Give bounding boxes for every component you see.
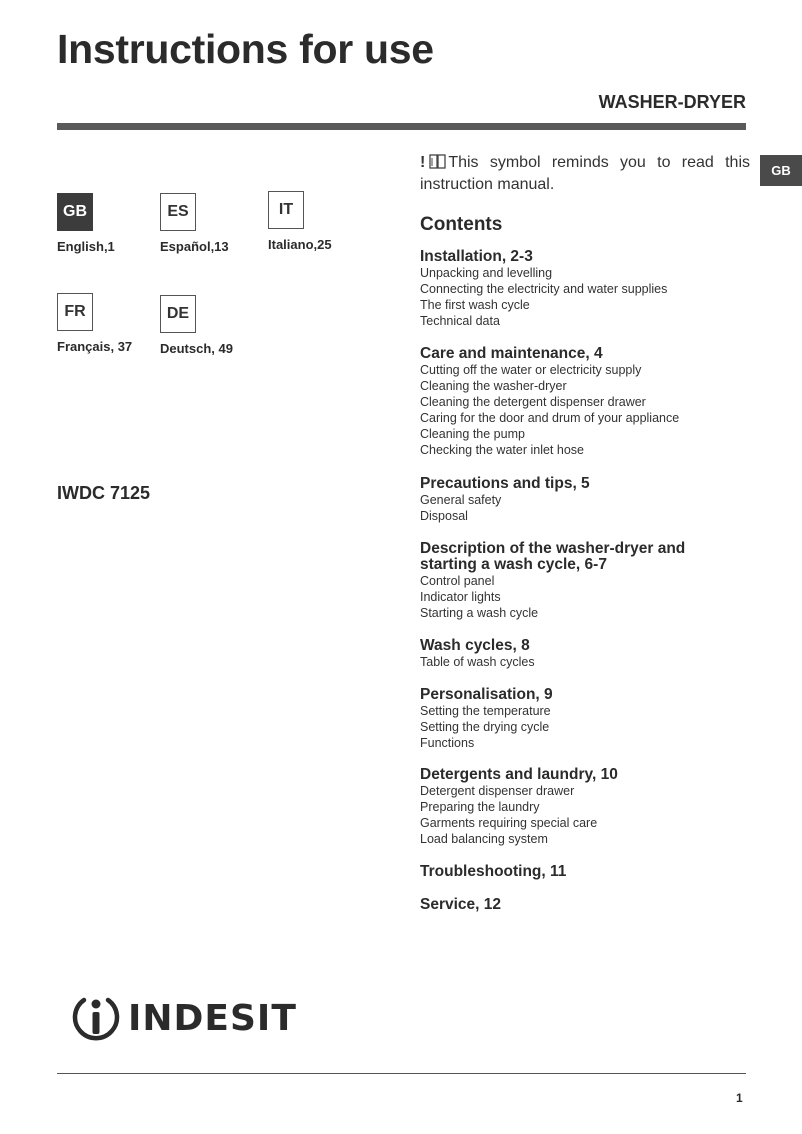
toc-section-precautions[interactable] xyxy=(420,476,750,524)
toc-item: Load balancing system xyxy=(420,832,548,846)
toc-item: The first wash cycle xyxy=(420,298,530,312)
language-code-badge: DE xyxy=(160,295,196,333)
language-de[interactable] xyxy=(160,295,233,356)
toc-item: Garments requiring special care xyxy=(420,816,598,830)
toc-heading[interactable]: Troubleshooting, 11 xyxy=(420,863,567,880)
note-exclamation: ! xyxy=(420,154,426,171)
toc-item: Disposal xyxy=(420,509,468,523)
header-divider xyxy=(57,123,746,130)
toc-item: Functions xyxy=(420,736,475,750)
toc-item: Caring for the door and drum of your appliance xyxy=(420,411,680,425)
language-it[interactable] xyxy=(268,191,332,252)
language-label: English,1 xyxy=(57,239,115,254)
language-code-badge: FR xyxy=(57,293,93,331)
note-text: This symbol reminds you to read this instruction manual. xyxy=(420,154,750,193)
toc-section-description[interactable] xyxy=(420,541,750,621)
toc-item: Cleaning the pump xyxy=(420,427,525,441)
toc-item: Table of wash cycles xyxy=(420,655,535,669)
indesit-logo-icon xyxy=(70,992,122,1044)
toc-item: Unpacking and levelling xyxy=(420,266,553,280)
toc-item: Cutting off the water or electricity supply xyxy=(420,363,642,377)
toc-section-installation[interactable] xyxy=(420,249,750,329)
toc-section-service[interactable] xyxy=(420,897,750,913)
toc-section-wash-cycles[interactable] xyxy=(420,638,750,670)
language-code-badge: IT xyxy=(268,191,304,229)
language-code-badge: ES xyxy=(160,193,196,231)
toc-item: Control panel xyxy=(420,574,495,588)
language-code-badge: GB xyxy=(57,193,93,231)
toc-item: Cleaning the detergent dispenser drawer xyxy=(420,395,646,409)
toc-item: Detergent dispenser drawer xyxy=(420,784,575,798)
toc-section-troubleshooting[interactable] xyxy=(420,864,750,880)
language-es[interactable] xyxy=(160,193,229,254)
language-label: Deutsch, 49 xyxy=(160,341,233,356)
toc-item: Cleaning the washer-dryer xyxy=(420,379,567,393)
page-number: 1 xyxy=(736,1091,743,1105)
toc-item: Starting a wash cycle xyxy=(420,606,539,620)
toc-item: Preparing the laundry xyxy=(420,800,540,814)
manual-note xyxy=(420,153,750,195)
language-gb[interactable] xyxy=(57,193,115,254)
language-fr[interactable] xyxy=(57,293,132,354)
language-label: Français, 37 xyxy=(57,339,133,354)
language-side-tab: GB xyxy=(760,155,802,186)
toc-heading-continued[interactable]: starting a wash cycle, 6-7 xyxy=(420,556,607,573)
model-number: IWDC 7125 xyxy=(57,483,151,503)
language-label: Italiano,25 xyxy=(268,237,332,252)
toc-heading[interactable]: Installation, 2-3 xyxy=(420,248,533,265)
toc-heading[interactable]: Care and maintenance, 4 xyxy=(420,345,603,362)
toc-heading[interactable]: Precautions and tips, 5 xyxy=(420,475,590,492)
page-title: Instructions for use xyxy=(57,26,434,72)
toc-heading[interactable]: Description of the washer-dryer and xyxy=(420,540,686,557)
toc-heading[interactable]: Service, 12 xyxy=(420,896,502,913)
toc-section-personalisation[interactable] xyxy=(420,687,750,751)
toc-item: Indicator lights xyxy=(420,590,501,604)
toc-heading[interactable]: Detergents and laundry, 10 xyxy=(420,766,618,783)
toc-item: Connecting the electricity and water supplies xyxy=(420,282,668,296)
brand-logo xyxy=(70,992,297,1044)
toc-item: Checking the water inlet hose xyxy=(420,443,584,457)
contents-title: Contents xyxy=(420,214,503,235)
language-label: Español,13 xyxy=(160,239,229,254)
brand-name: INDESIT xyxy=(128,997,297,1039)
toc-item: General safety xyxy=(420,493,502,507)
toc-heading[interactable]: Personalisation, 9 xyxy=(420,686,553,703)
toc-section-detergents[interactable] xyxy=(420,767,750,847)
toc-item: Setting the drying cycle xyxy=(420,720,550,734)
book-icon xyxy=(429,154,447,175)
toc-item: Setting the temperature xyxy=(420,704,551,718)
footer-divider xyxy=(57,1073,746,1074)
product-type: WASHER-DRYER xyxy=(598,92,746,112)
toc-section-care[interactable] xyxy=(420,346,750,458)
toc-item: Technical data xyxy=(420,314,500,328)
toc-heading[interactable]: Wash cycles, 8 xyxy=(420,637,530,654)
